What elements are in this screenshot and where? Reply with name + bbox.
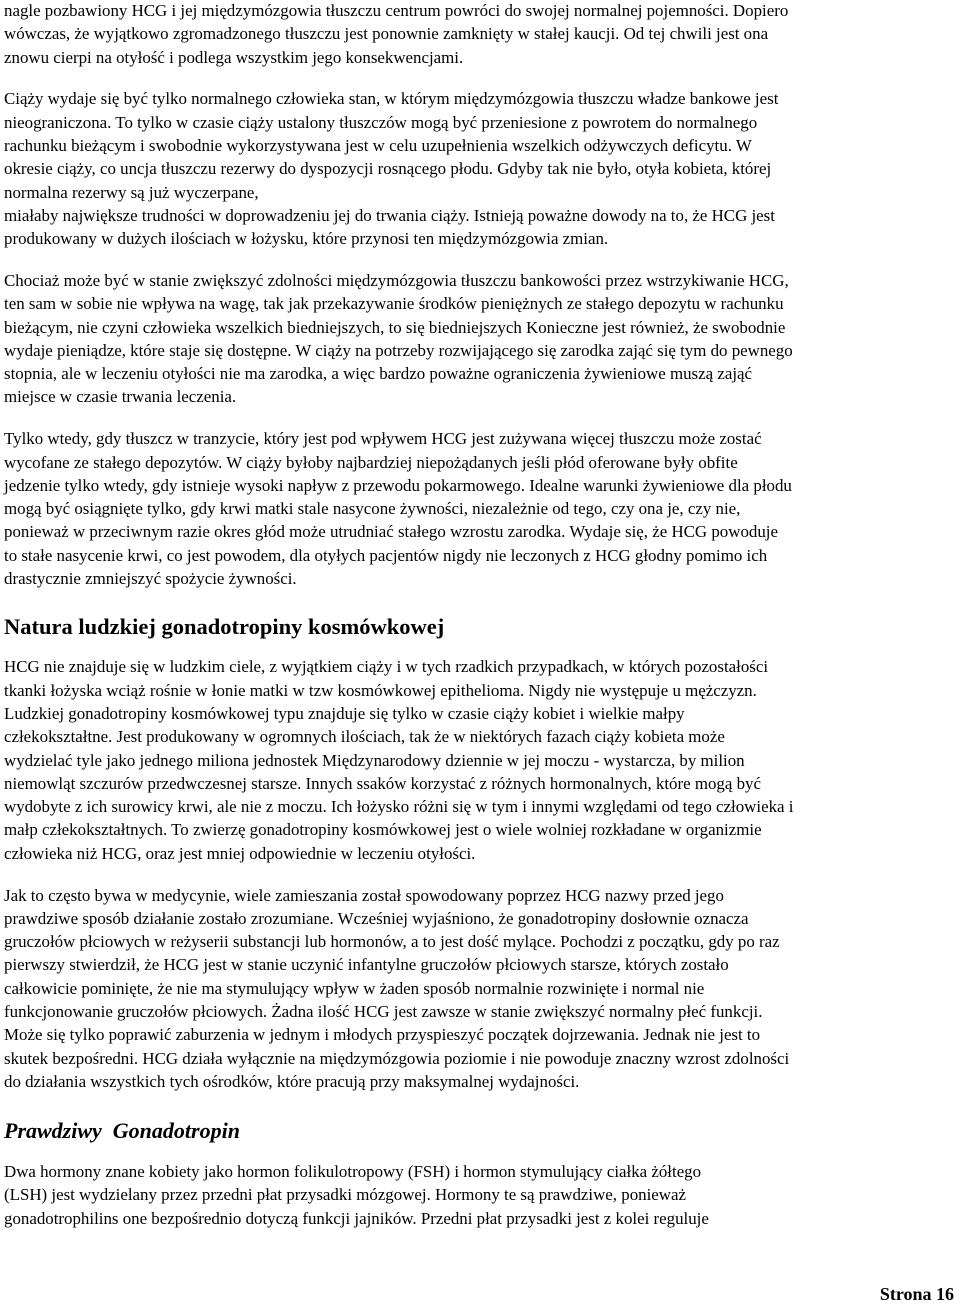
text-line: normalna rezerwy są już wyczerpane, — [4, 182, 259, 202]
text-line: rachunku bieżącym i swobodnie wykorzystywana jest w celu uzupełnienia wszelkich odżywczych deficytu. W — [4, 135, 752, 155]
text-line: Jak to często bywa w medycynie, wiele zamieszania został spowodowany poprzez HCG nazwy przed jego — [4, 885, 724, 905]
text-line: stopnia, ale w leczeniu otyłości nie ma zarodka, a więc bardzo poważne ograniczenia żywieniowe muszą zająć — [4, 364, 753, 384]
text-line: bieżącym, nie czyni człowieka wszelkich biedniejszych, to się biedniejszych Konieczne jest również, że swobodnie — [4, 317, 786, 337]
text-line: Chociaż może być w stanie zwiększyć zdolności międzymózgowia tłuszczu bankowości przez wstrzykiwanie HCG, — [4, 270, 789, 290]
text-line: miejsce w czasie trwania leczenia. — [4, 387, 237, 407]
text-line: wydzielać tyle jako jednego miliona jednostek Międzynarodowy dziennie w jej moczu - wystarcza, by milion — [4, 750, 745, 770]
text-line: prawdziwe sposób działanie zostało zrozumiane. Wcześniej wyjaśniono, że gonadotropiny dosłownie oznacza — [4, 908, 749, 928]
text-line: wycofane ze stałego depozytów. W ciąży byłoby najbardziej niepożądanych jeśli płód oferowane były obfite — [4, 452, 738, 472]
text-line: gonadotrophilins one bezpośrednio dotyczą funkcji jajników. Przedni płat przysadki jest z kolei reguluje — [4, 1208, 709, 1228]
paragraph-pregnancy — [4, 87, 956, 250]
text-line: ponieważ w przeciwnym razie okres głód może utrudniać stałego wzrostu zarodka. Wydaje się, że HCG powoduje — [4, 522, 778, 542]
paragraph-hcg-nature — [4, 655, 956, 865]
text-line: całkowicie pominięte, że nie ma stymulujący wpływ w żaden sposób normalnie rozwinięte i normal nie — [4, 978, 705, 998]
text-line: do działania wszystkich tych ośrodków, które pracują przy maksymalnej wydajności. — [4, 1071, 580, 1091]
text-line: pierwszy stwierdził, że HCG jest w stanie uczynić infantylne gruczołów płciowych starsze, których zostało — [4, 955, 729, 975]
text-line: wydaje pieniądze, które staje się dostępne. W ciąży na potrzeby rozwijającego się zarodka zająć się tym do pewnego — [4, 340, 793, 360]
text-line: nieograniczona. To tylko w czasie ciąży ustalony tłuszczów mogą być przeniesione z powrotem do normalnego — [4, 112, 758, 132]
text-line: wówczas, że wyjątkowo zgromadzonego tłuszczu jest ponownie zamknięty w stałej kaucji. Od tej chwili jest ona — [4, 24, 769, 44]
text-line: Ludzkiej gonadotropiny kosmówkowej typu znajduje się tylko w czasie ciąży kobiet i wielkie małpy — [4, 703, 685, 723]
text-line: Ciąży wydaje się być tylko normalnego człowieka stan, w którym międzymózgowia tłuszczu władze bankowe jest — [4, 89, 779, 109]
text-line: Dwa hormony znane kobiety jako hormon folikulotropowy (FSH) i hormon stymulujący ciałka żółtego — [4, 1162, 702, 1182]
text-line: miałaby największe trudności w doprowadzeniu jej do trwania ciąży. Istnieją poważne dowody na to, że HCG jest — [4, 205, 775, 225]
text-line: drastycznie zmniejszyć spożycie żywności. — [4, 569, 297, 589]
paragraph-fat-banking — [4, 269, 956, 409]
text-line: nagle pozbawiony HCG i jej międzymózgowia tłuszczu centrum powróci do swojej normalnej pojemności. Dopiero — [4, 1, 789, 20]
text-line: (LSH) jest wydzielany przez przedni płat przysadki mózgowej. Hormony te są prawdziwe, ponieważ — [4, 1185, 686, 1205]
subsection-heading: Prawdziwy Gonadotropin — [4, 1118, 240, 1144]
text-line: niemowląt szczurów przedwczesnej starsze. Innych ssaków korzystać z różnych hormonalnych, które mogą być — [4, 773, 761, 793]
text-line: znowu cierpi na otyłość i podlega wszystkim jego konsekwencjami. — [4, 47, 464, 67]
text-line: skutek bezpośredni. HCG działa wyłącznie na międzymózgowia poziomie i nie powoduje znaczny wzrost zdolności — [4, 1048, 790, 1068]
paragraph-true-gonadotropin — [4, 1160, 956, 1230]
text-line: mogą być osiągnięte tylko, gdy krwi matki stale nasycone żywności, niezależnie od tego, czy ona je, czy nie, — [4, 499, 741, 519]
text-line: człekokształtne. Jest produkowany w ogromnych ilościach, tak że w niektórych fazach ciąży kobieta może — [4, 727, 725, 747]
text-line: okresie ciąży, co uncja tłuszczu rezerwy do dyspozycji rosnącego płodu. Gdyby tak nie było, otyła kobieta, której — [4, 159, 772, 179]
text-line: jedzenie tylko wtedy, gdy istnieje wysoki napływ z przewodu pokarmowego. Idealne warunki żywieniowe dla płodu — [4, 475, 792, 495]
text-line: funkcjonowanie gruczołów płciowych. Żadna ilość HCG jest zawsze w stanie zwiększyć normalny płeć funkcji. — [4, 1001, 763, 1021]
paragraph-transit-fat — [4, 427, 956, 590]
paragraph-intro-end — [4, 0, 956, 69]
text-line: gruczołów płciowych w reżyserii substancji lub hormonów, a to jest dość mylące. Pochodzi z początku, gdy po raz — [4, 932, 780, 952]
text-line: ten sam w sobie nie wpływa na wagę, tak jak przekazywanie środków pieniężnych ze stałego depozytu w rachunku — [4, 294, 784, 314]
text-line: to stałe nasycenie krwi, co jest powodem, dla otyłych pacjentów nigdy nie leczonych z HCG głodny pomimo ich — [4, 545, 768, 565]
text-line: człowieka niż HCG, oraz jest mniej odpowiednie w leczeniu otyłości. — [4, 843, 476, 863]
text-line: Może się tylko poprawić zaburzenia w jednym i młodych przyspieszyć początek dojrzewania. Jednak nie jest to — [4, 1025, 761, 1045]
page-number: Strona 16 — [879, 1284, 954, 1304]
text-line: Tylko wtedy, gdy tłuszcz w tranzycie, który jest pod wpływem HCG jest zużywana więcej tłuszczu może zostać — [4, 429, 762, 449]
text-line: małp człekokształtnych. To zwierzę gonadotropiny kosmówkowej jest o wiele wolniej rozkładane w organizmie — [4, 820, 762, 840]
document-page — [4, 0, 956, 1249]
text-line: tkanki łożyska wciąż rośnie w łonie matki w tzw kosmówkowej epithelioma. Nigdy nie występuje u mężczyzn. — [4, 680, 757, 700]
section-heading: Natura ludzkiej gonadotropiny kosmówkowej — [4, 614, 445, 640]
text-line: HCG nie znajduje się w ludzkim ciele, z wyjątkiem ciąży i w tych rzadkich przypadkach, w których pozostałości — [4, 657, 769, 677]
paragraph-confusion — [4, 884, 956, 1094]
text-line: produkowany w dużych ilościach w łożysku, które przynosi ten międzymózgowia zmian. — [4, 229, 609, 249]
text-line: wydobyte z ich surowicy krwi, ale nie z moczu. Ich łożysko różni się w tym i innymi względami od tego człowieka i — [4, 797, 794, 817]
